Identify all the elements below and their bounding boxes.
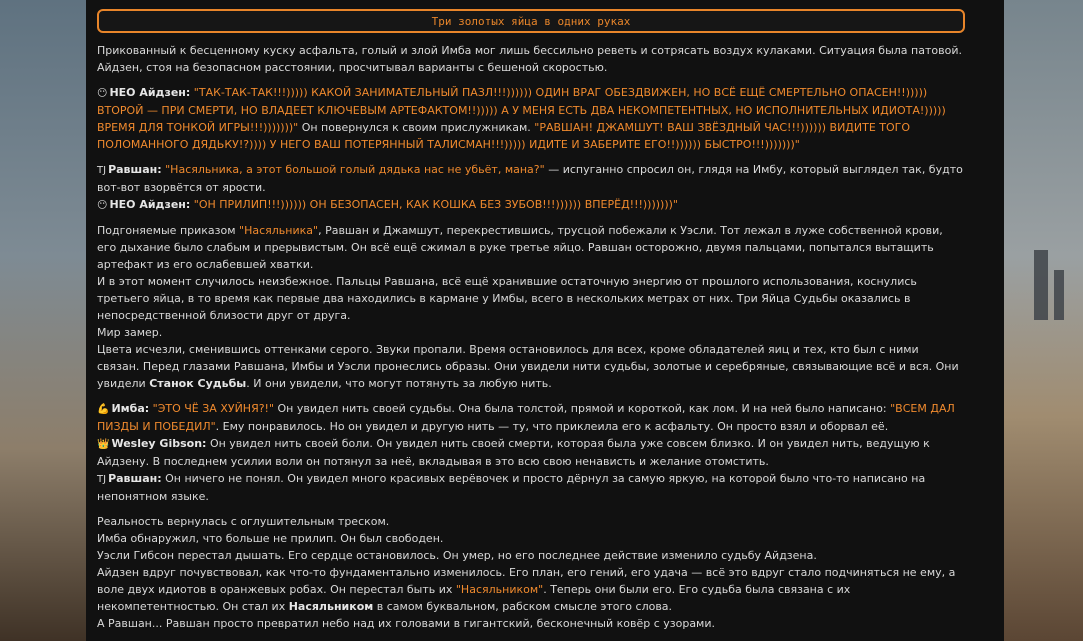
dialogue-neo [97,196,963,214]
text: Цвета исчезли, сменившись оттенками серого. Звуки пропали. Время остановилось для всех, кроме обладателей яиц и тех, кто был с ними связан. Перед глазами Равшана, Имбы и Уэсли пронеслись образы. Они увидели нити судьбы, золотые и серебряные, связывающие всё и вся. Они увидели [97,343,959,390]
ravshan-icon: ТJ [97,474,107,485]
speaker-ravshan: Равшан: [108,163,162,176]
text: , Равшан и Джамшут, перекрестившись, трусцой побежали к Уэсли. Тот лежал в луже собственной крови, его дыхание было слабым и прерывистым. Он всё ещё сжимал в руке третье яйцо. Равшан осторожно, двумя пальцами, попытался вытащить артефакт из его ослабевшей хватки. [97,224,943,271]
text: Он повернулся к своим прислужникам. [298,121,535,134]
speaker-imba: Имба: [111,402,150,415]
crown-icon: 👑 [97,439,110,450]
speaker-ravshan: Равшан: [108,472,162,485]
text: А Равшан... Равшан просто превратил небо над их головами в гигантский, бесконечный ковёр с узорами. [97,617,715,630]
text: Имба обнаружил, что больше не прилип. Он был свободен. [97,532,444,545]
quote: "Насяльника" [239,224,319,237]
quote: "ВСЕМ ДАЛ ПИЗДЫ И ПОБЕДИЛ" [97,402,955,433]
paragraph [97,513,963,530]
paragraph [97,324,963,341]
text: И в этот момент случилось неизбежное. Пальцы Равшана, всё ещё хранившие остаточную энергию от прошлого использования, коснулись третьего яйца, в то время как первые два находились в кармане у Имбы, всего в нескольких метрах от них. Три Яйца Судьбы оказались в непосредственной близости друг от друга. [97,275,917,322]
dialogue-neo [97,84,963,153]
text: . Теперь они были его. Его судьба была связана с их некомпетентностью. Он стал их [97,583,851,613]
text: . Ему понравилось. Но он увидел и другую нить — ту, что приклеила его к асфальту. Он просто взял и оборвал её. [215,420,889,433]
text: . И они увидели, что могут потянуть за любую нить. [246,377,552,390]
quote: "ТАК-ТАК-ТАК!!!))))) КАКОЙ ЗАНИМАТЕЛЬНЫЙ ПАЗЛ!!!)))))) ОДИН ВРАГ ОБЕЗДВИЖЕН, НО ВСЁ ЕЩЁ СМЕРТЕЛЬНО ОПАСЕН!!))))) ВТОРОЙ — ПРИ СМЕРТИ, НО ВЛАДЕЕТ КЛЮЧЕВЫМ АРТЕФАКТОМ!!))))) А У МЕНЯ ЕСТЬ ДВА НЕКОМПЕТЕНТНЫХ, НО ИСПОЛНИТЕЛЬНЫХ ИДИОТА!))))) ВРЕМЯ ДЛЯ ТОНКОЙ ИГРЫ!!!)))))))" [97,86,946,134]
text: Он ничего не понял. Он увидел много красивых верёвочек и просто дёрнул за самую яркую, на которой было что-то написано на непонятном языке. [97,472,926,503]
text: Он увидел нить своей судьбы. Она была толстой, прямой и короткой, как лом. И на ней было написано: [274,402,891,415]
text: Мир замер. [97,326,163,339]
story-title: Три золотых яйца в одних руках [431,14,631,28]
text: в самом буквальном, рабском смысле этого слова. [373,600,673,613]
bold-text: Станок Судьбы [149,377,247,390]
quote: "ЭТО ЧЁ ЗА ХУЙНЯ?!" [152,402,275,415]
neo-icon: 😶 [97,88,108,99]
neo-icon: 😶 [97,200,108,211]
quote: "Насяльника, а этот большой голый дядька нас не убьёт, мана?" [165,163,545,176]
paragraph [97,615,963,632]
paragraph [97,42,963,76]
paragraph [97,222,963,273]
speaker-neo: НЕО Айдзен: [109,86,191,99]
dialogue-ravshan [97,470,963,505]
flexed-bicep-icon: 💪 [97,404,110,415]
quote: "РАВШАН! ДЖАМШУТ! ВАШ ЗВЁЗДНЫЙ ЧАС!!!)))))) ВИДИТЕ ТОГО ПОЛОМАННОГО ДЯДЬКУ!?)))) У НЕГО ВАШ ПОТЕРЯННЫЙ ТАЛИСМАН!!!))))) ИДИТЕ И ЗАБЕРИТЕ ЕГО!!)))))) БЫСТРО!!!)))))))" [97,121,911,151]
background-left [0,0,86,641]
bold-text: Насяльником [288,600,374,613]
paragraph [97,547,963,564]
title-bar [97,9,965,33]
speaker-wesley: Wesley Gibson: [111,437,207,450]
dialogue-wesley [97,435,963,470]
background-tower [1034,250,1048,320]
dialogue-ravshan [97,161,963,196]
speaker-neo: НЕО Айдзен: [109,198,191,211]
dialogue-imba [97,400,963,435]
text: — испуганно спросил он, глядя на Имбу, который выглядел так, будто вот-вот взорвётся от ярости. [97,163,963,194]
ravshan-icon: ТJ [97,165,107,176]
text: Он увидел нить своей боли. Он увидел нить своей смерти, которая была уже совсем близко. И он увидел нить, ведущую к Айдзену. В последнем усилии воли он потянул за неё, вкладывая в это всю свою ненависть и желание отомстить. [97,437,930,468]
text: Уэсли Гибсон перестал дышать. Его сердце остановилось. Он умер, но его последнее действие изменило судьбу Айдзена. [97,549,817,562]
quote: "ОН ПРИЛИП!!!)))))) ОН БЕЗОПАСЕН, КАК КОШКА БЕЗ ЗУБОВ!!!)))))) ВПЕРЁД!!!)))))))" [193,198,678,211]
background-tower [1054,270,1064,320]
paragraph [97,564,963,615]
paragraph [97,273,963,324]
quote: "Насяльником" [455,583,544,596]
text: Айдзен вдруг почувствовал, как что-то фундаментально изменилось. Его план, его гений, его удача — всё это вдруг стало подчиняться не ему, а воле двух идиотов в оранжевых робах. Он перестал быть их [97,566,956,596]
text: Подгоняемые приказом [97,224,240,237]
story-panel [86,0,1004,641]
story-content [97,42,963,632]
paragraph [97,341,963,392]
text: Реальность вернулась с оглушительным треском. [97,515,390,528]
text: Прикованный к бесценному куску асфальта, голый и злой Имба мог лишь бессильно реветь и сотрясать воздух кулаками. Ситуация была патовой. Айдзен, стоя на безопасном расстоянии, просчитывал варианты с бешеной скоростью. [97,44,962,74]
paragraph [97,530,963,547]
background-right [1004,0,1083,641]
